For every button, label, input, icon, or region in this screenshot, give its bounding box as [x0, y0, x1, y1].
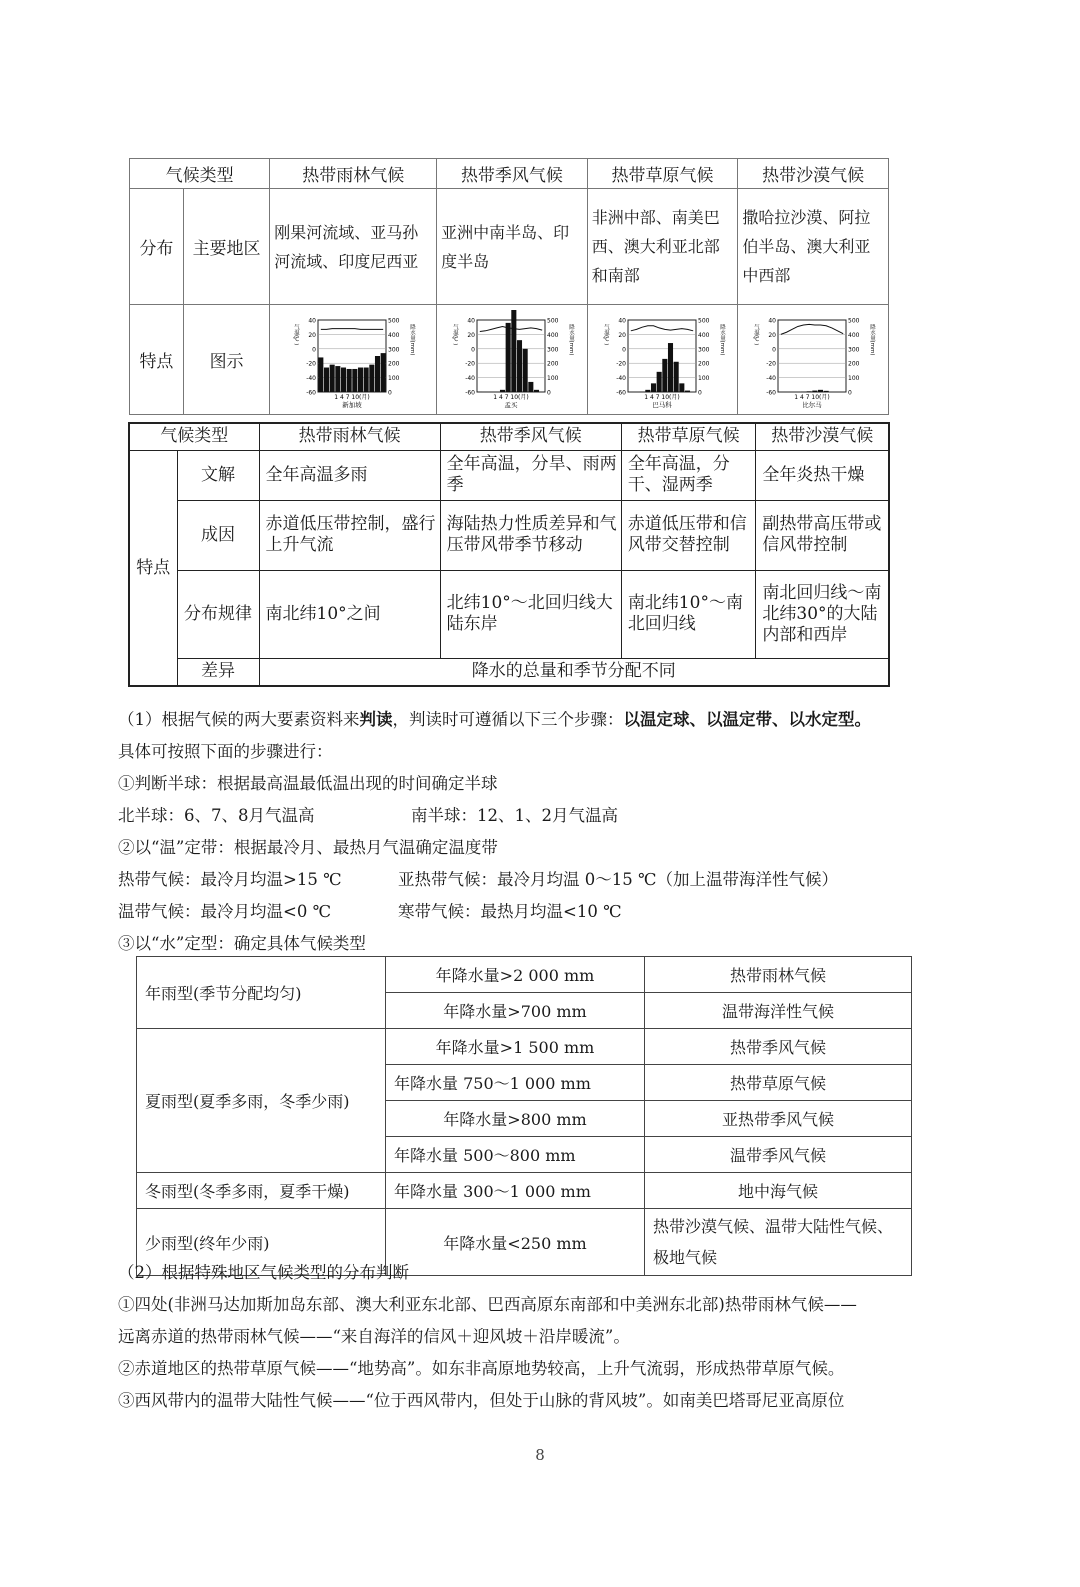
chart-cell [437, 305, 588, 415]
t3-type: 冬雨型(冬季多雨，夏季干燥) [137, 1173, 386, 1209]
temp-axis-label: 气温(℃) [293, 323, 300, 345]
month-ticks: 1 4 7 10(月) [643, 393, 680, 401]
paragraph-7b: 寒带气候：最热月均温<10 ℃ [398, 902, 622, 921]
t3-precip: 年降水量 750～1 000 mm [386, 1065, 645, 1101]
t2-cell: 南北纬10°之间 [259, 570, 440, 658]
t3-climate: 温带季风气候 [645, 1137, 912, 1173]
precip-bar [645, 389, 650, 391]
precip-bar [324, 367, 329, 391]
precip-tick-label: 0 [388, 389, 393, 396]
temp-tick-label: 20 [308, 331, 317, 339]
t3-precip: 年降水量 300～1 000 mm [386, 1173, 645, 1209]
t2-cell: 南北纬10°～南北回归线 [621, 570, 756, 658]
temp-tick-label: -40 [615, 374, 626, 382]
precip-axis-label: 降水量(mm) [409, 323, 416, 356]
t2-cell: 赤道低压带控制，盛行上升气流 [259, 500, 440, 570]
precip-tick-label: 100 [546, 374, 559, 382]
t2-cell: 赤道低压带和信风带交替控制 [621, 500, 756, 570]
temp-tick-label: -40 [766, 374, 777, 382]
t3-climate: 地中海气候 [645, 1173, 912, 1209]
precip-bar [336, 366, 341, 392]
t2-cell: 全年高温，分旱、雨两季 [440, 450, 621, 500]
t3-climate: 亚热带季风气候 [645, 1101, 912, 1137]
precip-tick-label: 400 [388, 331, 400, 339]
t3-climate: 温带海洋性气候 [645, 993, 912, 1029]
t3-climate: 热带草原气候 [645, 1065, 912, 1101]
precip-tick-label: 400 [546, 331, 559, 339]
station-name: 新加坡 [342, 400, 362, 409]
precip-bar [523, 348, 528, 391]
temp-tick-label: -20 [766, 360, 777, 368]
precip-bar [824, 390, 829, 391]
feat-label: 特点 [130, 305, 184, 415]
precip-tick-label: 300 [388, 345, 400, 353]
precip-tick-label: 200 [697, 360, 709, 368]
chart-cell [738, 305, 889, 415]
t2-row-label: 分布规律 [177, 570, 259, 658]
t3-climate: 热带沙漠气候、温带大陆性气候、极地气候 [645, 1209, 912, 1276]
t3-precip: 年降水量<250 mm [386, 1209, 645, 1276]
climate-chart [748, 310, 878, 410]
precip-axis-label: 降水量(mm) [718, 323, 725, 356]
t2-row-label: 成因 [177, 500, 259, 570]
temp-tick-label: 0 [312, 345, 317, 353]
paragraph-2: 具体可按照下面的步骤进行： [118, 742, 333, 761]
paragraph-13: ③西风带内的温带大陆性气候——“位于西风带内，但处于山脉的背风坡”。如南美巴塔哥尼亚高原位 [118, 1391, 845, 1410]
page-number: 8 [535, 1446, 545, 1464]
dist-savanna: 非洲中部、南美巴西、澳大利亚北部和南部 [587, 189, 738, 305]
plot-frame [778, 320, 846, 392]
t2-diff-label: 差异 [177, 658, 259, 686]
t2-row-label: 文解 [177, 450, 259, 500]
climate-distribution-table [129, 158, 889, 415]
temp-tick-label: -40 [465, 374, 475, 382]
t2-header-desert: 热带沙漠气候 [756, 423, 889, 450]
temp-tick-label: 40 [467, 317, 475, 324]
month-ticks: 1 4 7 10(月) [794, 393, 830, 401]
temp-tick-label: 20 [467, 331, 475, 339]
paragraph-9: （2）根据特殊地区气候类型的分布判断 [118, 1263, 409, 1282]
precip-bar [358, 367, 363, 391]
precip-bar [500, 389, 505, 391]
paragraph-7a: 温带气候：最冷月均温<0 ℃ [118, 902, 332, 921]
paragraph-10: ①四处(非洲马达加斯加岛东部、澳大利亚东北部、巴西高原东南部和中美洲东北部)热带雨林气候—— [118, 1295, 857, 1314]
precipitation-type-table [136, 956, 912, 1276]
station-name: 比尔马 [802, 400, 822, 409]
p1-bold: 判读 [359, 710, 393, 729]
temp-axis-label: 气温(℃) [602, 323, 609, 345]
t3-climate: 热带雨林气候 [645, 957, 912, 993]
t3-precip: 年降水量>1 500 mm [386, 1029, 645, 1065]
temp-tick-label: -20 [465, 360, 475, 368]
t2-cell: 全年炎热干燥 [756, 450, 889, 500]
t2-cell: 全年高温多雨 [259, 450, 440, 500]
precip-bar [506, 322, 511, 391]
precip-tick-label: 0 [546, 389, 551, 396]
temp-tick-label: 40 [308, 317, 317, 324]
month-ticks: 1 4 7 10(月) [493, 393, 529, 401]
t2-cell: 副热带高压带或信风带控制 [756, 500, 889, 570]
precip-bar [517, 340, 522, 392]
temp-tick-label: 20 [617, 331, 626, 339]
temp-tick-label: -20 [306, 360, 317, 368]
t2-header-savanna: 热带草原气候 [621, 423, 756, 450]
precip-tick-label: 200 [546, 360, 559, 368]
precip-bar [685, 390, 690, 391]
temp-tick-label: -60 [615, 389, 626, 396]
temp-tick-label: 40 [768, 317, 777, 324]
dist-desert: 撒哈拉沙漠、阿拉伯半岛、澳大利亚中西部 [738, 189, 889, 305]
temp-axis-label: 气温(℃) [451, 323, 458, 345]
station-name: 孟买 [504, 400, 518, 409]
paragraph-1 [118, 706, 871, 730]
header-monsoon: 热带季风气候 [437, 159, 588, 189]
feat-sub-label: 图示 [183, 305, 269, 415]
paragraph-3: ①判断半球：根据最高温最低温出现的时间确定半球 [118, 774, 498, 793]
precip-bar [347, 368, 352, 391]
precip-bar [528, 381, 533, 391]
temp-tick-label: 40 [617, 317, 626, 324]
chart-cell [587, 305, 738, 415]
t3-precip: 年降水量 500～800 mm [386, 1137, 645, 1173]
precip-tick-label: 500 [697, 317, 709, 324]
precip-bar [656, 371, 661, 391]
header-climate-type: 气候类型 [130, 159, 270, 189]
precip-tick-label: 300 [697, 345, 709, 353]
t2-diff-value: 降水的总量和季节分配不同 [259, 658, 889, 686]
temp-line [781, 324, 843, 334]
precip-bar [668, 343, 673, 392]
dist-sub-label: 主要地区 [183, 189, 269, 305]
t2-header-rainforest: 热带雨林气候 [259, 423, 440, 450]
dist-label: 分布 [130, 189, 184, 305]
p1-bold-2: 以温定球、以温定带、以水定型。 [623, 710, 871, 729]
temp-axis-label: 气温(℃) [753, 323, 760, 345]
t2-cell: 海陆热力性质差异和气压带风带季节移动 [440, 500, 621, 570]
temp-tick-label: -20 [615, 360, 626, 368]
precip-bar [818, 389, 823, 391]
p1-text: （1）根据气候的两大要素资料来 [118, 710, 360, 729]
precip-axis-label: 降水量(mm) [567, 323, 574, 356]
t2-cell: 南北回归线～南北纬30°的大陆内部和西岸 [756, 570, 889, 658]
precip-tick-label: 500 [848, 317, 860, 324]
month-ticks: 1 4 7 10(月) [334, 393, 370, 401]
t2-header-type: 气候类型 [129, 423, 259, 450]
paragraph-6a: 热带气候：最冷月均温>15 ℃ [118, 870, 342, 889]
precip-tick-label: 100 [697, 374, 709, 382]
dist-monsoon: 亚洲中南半岛、印度半岛 [437, 189, 588, 305]
precip-bar [381, 353, 386, 392]
precip-bar [375, 356, 380, 392]
paragraph-12: ②赤道地区的热带草原气候——“地势高”。如东非高原地势较高，上升气流弱，形成热带草原气候。 [118, 1359, 845, 1378]
t3-precip: 年降水量>800 mm [386, 1101, 645, 1137]
temp-line [321, 328, 383, 329]
temp-tick-label: 0 [621, 345, 626, 353]
t2-cell: 北纬10°～北回归线大陆东岸 [440, 570, 621, 658]
paragraph-6b: 亚热带气候：最冷月均温 0～15 ℃（加上温带海洋性气候） [398, 870, 838, 889]
precip-tick-label: 500 [546, 317, 559, 324]
precip-bar [807, 391, 812, 392]
t3-type: 少雨型(终年少雨) [137, 1209, 386, 1276]
temp-line [480, 326, 542, 331]
t3-climate: 热带季风气候 [645, 1029, 912, 1065]
temp-tick-label: 0 [471, 345, 475, 353]
paragraph-8: ③以“水”定型：确定具体气候类型 [118, 934, 366, 953]
station-name: 巴马科 [651, 400, 672, 409]
precip-bar [812, 390, 817, 391]
climate-chart [288, 310, 418, 410]
t3-precip: 年降水量>2 000 mm [386, 957, 645, 993]
t2-feat-label: 特点 [129, 450, 177, 686]
precip-bar [662, 358, 667, 391]
climate-chart [447, 310, 577, 410]
p1-text-2: ，判读时可遵循以下三个步骤： [392, 710, 624, 729]
precip-bar [673, 361, 678, 391]
paragraph-4b: 南半球：12、1、2月气温高 [411, 806, 618, 825]
precip-tick-label: 200 [848, 360, 860, 368]
temp-line [630, 325, 692, 330]
precip-bar [679, 383, 684, 392]
precip-tick-label: 400 [848, 331, 860, 339]
precip-tick-label: 300 [546, 345, 559, 353]
header-savanna: 热带草原气候 [587, 159, 738, 189]
header-rainforest: 热带雨林气候 [270, 159, 437, 189]
t2-header-monsoon: 热带季风气候 [440, 423, 621, 450]
chart-cell [270, 305, 437, 415]
paragraph-11: 远离赤道的热带雨林气候——“来自海洋的信风＋迎风坡＋沿岸暖流”。 [118, 1327, 630, 1346]
t3-type: 夏雨型(夏季多雨，冬季少雨) [137, 1029, 386, 1173]
t3-precip: 年降水量>700 mm [386, 993, 645, 1029]
precip-tick-label: 0 [848, 389, 852, 396]
paragraph-5: ②以“温”定带：根据最冷月、最热月气温确定温度带 [118, 838, 498, 857]
t3-type: 年雨型(季节分配均匀) [137, 957, 386, 1029]
precip-tick-label: 300 [848, 345, 860, 353]
precip-tick-label: 200 [388, 360, 400, 368]
precip-axis-label: 降水量(mm) [869, 323, 876, 356]
temp-tick-label: -60 [766, 389, 777, 396]
temp-tick-label: -60 [465, 389, 475, 396]
plot-frame [628, 320, 696, 392]
precip-tick-label: 0 [697, 389, 702, 396]
precip-tick-label: 400 [697, 331, 709, 339]
dist-rainforest: 刚果河流域、亚马孙河流域、印度尼西亚 [270, 189, 437, 305]
precip-tick-label: 100 [388, 374, 400, 382]
precip-bar [341, 367, 346, 391]
precip-tick-label: 100 [848, 374, 860, 382]
precip-bar [370, 364, 375, 391]
precip-bar [353, 368, 358, 391]
precip-bar [330, 364, 335, 391]
temp-tick-label: -60 [306, 389, 317, 396]
precip-bar [651, 383, 656, 392]
header-desert: 热带沙漠气候 [738, 159, 889, 189]
precip-bar [511, 310, 516, 392]
climate-chart [598, 310, 728, 410]
t2-cell: 全年高温，分干、湿两季 [621, 450, 756, 500]
precip-bar [319, 357, 324, 392]
precip-bar [534, 389, 539, 391]
temp-tick-label: 20 [768, 331, 777, 339]
paragraph-4a: 北半球：6、7、8月气温高 [118, 806, 315, 825]
precip-bar [364, 367, 369, 391]
temp-tick-label: 0 [772, 345, 777, 353]
precip-tick-label: 500 [388, 317, 400, 324]
temp-tick-label: -40 [306, 374, 317, 382]
climate-feature-table [128, 422, 890, 687]
